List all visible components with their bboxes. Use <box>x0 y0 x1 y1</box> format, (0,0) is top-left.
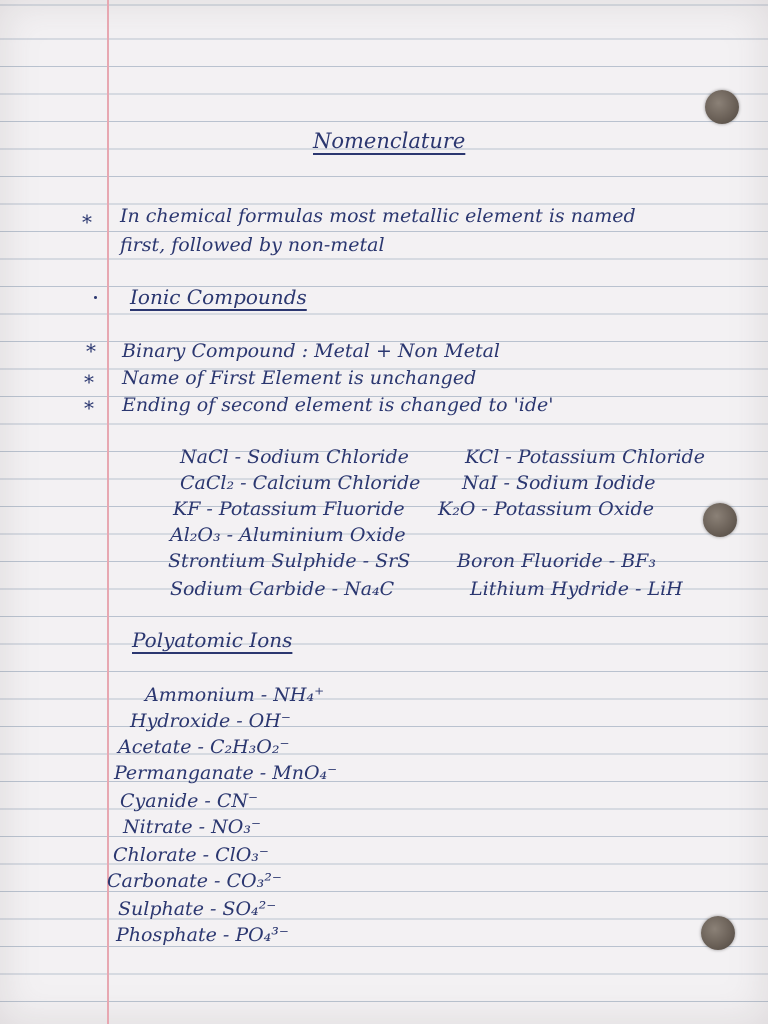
ion-item: Chlorate - ClO₃⁻ <box>113 844 269 866</box>
intro-line-2: first, followed by non-metal <box>120 234 385 256</box>
punch-hole-top <box>705 90 739 124</box>
example-item: KCl - Potassium Chloride <box>465 446 705 468</box>
ionic-heading: Ionic Compounds <box>130 285 307 309</box>
example-item: Strontium Sulphide - SrS <box>168 550 411 572</box>
example-item: Lithium Hydride - LiH <box>470 578 683 600</box>
example-item: K₂O - Potassium Oxide <box>438 498 654 520</box>
example-item: Boron Fluoride - BF₃ <box>457 550 656 572</box>
example-item: CaCl₂ - Calcium Chloride <box>180 472 421 494</box>
punch-hole-middle <box>703 503 737 537</box>
ion-item: Hydroxide - OH⁻ <box>130 710 291 732</box>
ion-item: Carbonate - CO₃²⁻ <box>107 870 282 892</box>
ion-item: Acetate - C₂H₃O₂⁻ <box>118 736 290 758</box>
example-item: NaI - Sodium Iodide <box>462 472 656 494</box>
ion-item: Sulphate - SO₄²⁻ <box>118 898 277 920</box>
ion-item: Phosphate - PO₄³⁻ <box>116 924 289 946</box>
rule-bullet: * <box>84 396 94 420</box>
stray-dot <box>94 296 97 299</box>
ion-item: Ammonium - NH₄⁺ <box>145 684 325 706</box>
rule-line: Name of First Element is unchanged <box>122 367 477 389</box>
rule-bullet: * <box>86 339 96 363</box>
page-title: Nomenclature <box>313 129 466 153</box>
rule-bullet: * <box>84 370 94 394</box>
ion-item: Cyanide - CN⁻ <box>120 790 259 812</box>
polyatomic-heading: Polyatomic Ions <box>132 628 293 652</box>
rule-line: Binary Compound : Metal + Non Metal <box>122 340 500 362</box>
example-item: KF - Potassium Fluoride <box>173 498 405 520</box>
example-item: Sodium Carbide - Na₄C <box>170 578 395 600</box>
intro-bullet: * <box>82 210 92 234</box>
ion-item: Permanganate - MnO₄⁻ <box>114 762 338 784</box>
example-item: Al₂O₃ - Aluminium Oxide <box>170 524 406 546</box>
ion-item: Nitrate - NO₃⁻ <box>123 816 261 838</box>
rule-line: Ending of second element is changed to 'ide' <box>122 394 554 416</box>
punch-hole-bottom <box>701 916 735 950</box>
intro-line-1: In chemical formulas most metallic element is named <box>120 205 636 227</box>
example-item: NaCl - Sodium Chloride <box>180 446 409 468</box>
